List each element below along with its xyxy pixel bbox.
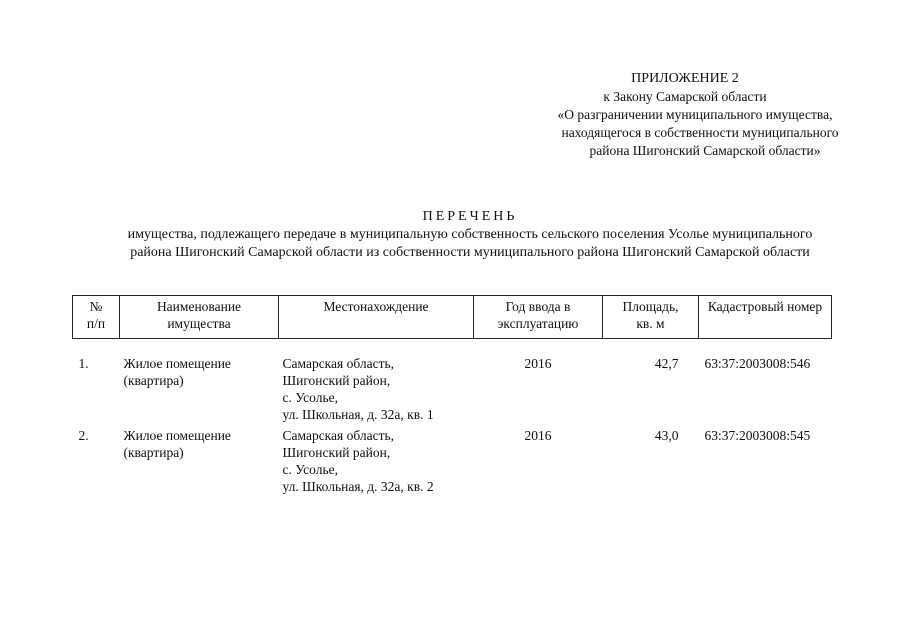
table-row xyxy=(73,355,832,427)
table-row xyxy=(73,427,832,499)
row-location-line: ул. Школьная, д. 32а, кв. 1 xyxy=(282,407,434,422)
header-year-line: эксплуатацию xyxy=(497,316,579,331)
list-heading xyxy=(60,208,880,262)
header-location-line: Местонахождение xyxy=(323,299,429,314)
header-location xyxy=(279,296,474,339)
appendix-title: ПРИЛОЖЕНИЕ 2 xyxy=(631,71,739,86)
header-num xyxy=(73,296,120,339)
table-header-row xyxy=(73,296,832,339)
row-num: 1. xyxy=(78,356,89,371)
row-area: 42,7 xyxy=(654,356,679,371)
header-num-line: № xyxy=(89,299,103,314)
row-name xyxy=(120,427,279,499)
row-year: 2016 xyxy=(524,356,552,371)
row-name-line: (квартира) xyxy=(123,373,184,388)
header-year-line: Год ввода в xyxy=(505,299,571,314)
row-location-line: Шигонский район, xyxy=(282,445,391,460)
property-table xyxy=(72,295,832,499)
header-name-line: Наименование xyxy=(156,299,242,314)
appendix-line: находящегося в собственности муниципального xyxy=(561,125,839,140)
row-location-line: с. Усолье, xyxy=(282,390,339,405)
row-location-line: Самарская область, xyxy=(282,356,395,371)
row-location-line: Шигонский район, xyxy=(282,373,391,388)
header-cadastral-line: Кадастровый номер xyxy=(707,299,823,314)
row-area: 43,0 xyxy=(654,428,679,443)
row-name-line: Жилое помещение xyxy=(123,356,231,371)
header-num-line: п/п xyxy=(86,316,106,331)
appendix-line: «О разграничении муниципального имущества, xyxy=(557,107,833,122)
row-name-line: Жилое помещение xyxy=(123,428,231,443)
appendix-block xyxy=(470,70,900,160)
header-name xyxy=(120,296,279,339)
row-location-line: с. Усолье, xyxy=(282,462,339,477)
row-num: 2. xyxy=(78,428,89,443)
row-cadastral: 63:37:2003008:545 xyxy=(704,428,811,443)
header-cadastral xyxy=(699,296,832,339)
row-location xyxy=(279,427,474,499)
header-name-line: имущества xyxy=(167,316,231,331)
heading-line: района Шигонский Самарской области из собственности муниципального района Шигонский Самарской области xyxy=(130,245,810,260)
appendix-line: к Закону Самарской области xyxy=(603,89,767,104)
property-table-wrap xyxy=(72,295,832,499)
header-area-line: кв. м xyxy=(636,316,665,331)
row-name xyxy=(120,355,279,427)
row-location-line: Самарская область, xyxy=(282,428,395,443)
row-name-line: (квартира) xyxy=(123,445,184,460)
row-location-line: ул. Школьная, д. 32а, кв. 2 xyxy=(282,479,434,494)
appendix-line: района Шигонский Самарской области» xyxy=(589,143,821,158)
header-area xyxy=(603,296,699,339)
header-year xyxy=(474,296,603,339)
row-year: 2016 xyxy=(524,428,552,443)
row-location xyxy=(279,355,474,427)
table-spacer xyxy=(73,339,832,356)
row-cadastral: 63:37:2003008:546 xyxy=(704,356,811,371)
header-area-line: Площадь, xyxy=(622,299,679,314)
heading-line: имущества, подлежащего передаче в муниципальную собственность сельского поселения Усолье муниципального xyxy=(127,227,813,242)
heading-title: ПЕРЕЧЕНЬ xyxy=(422,209,518,224)
